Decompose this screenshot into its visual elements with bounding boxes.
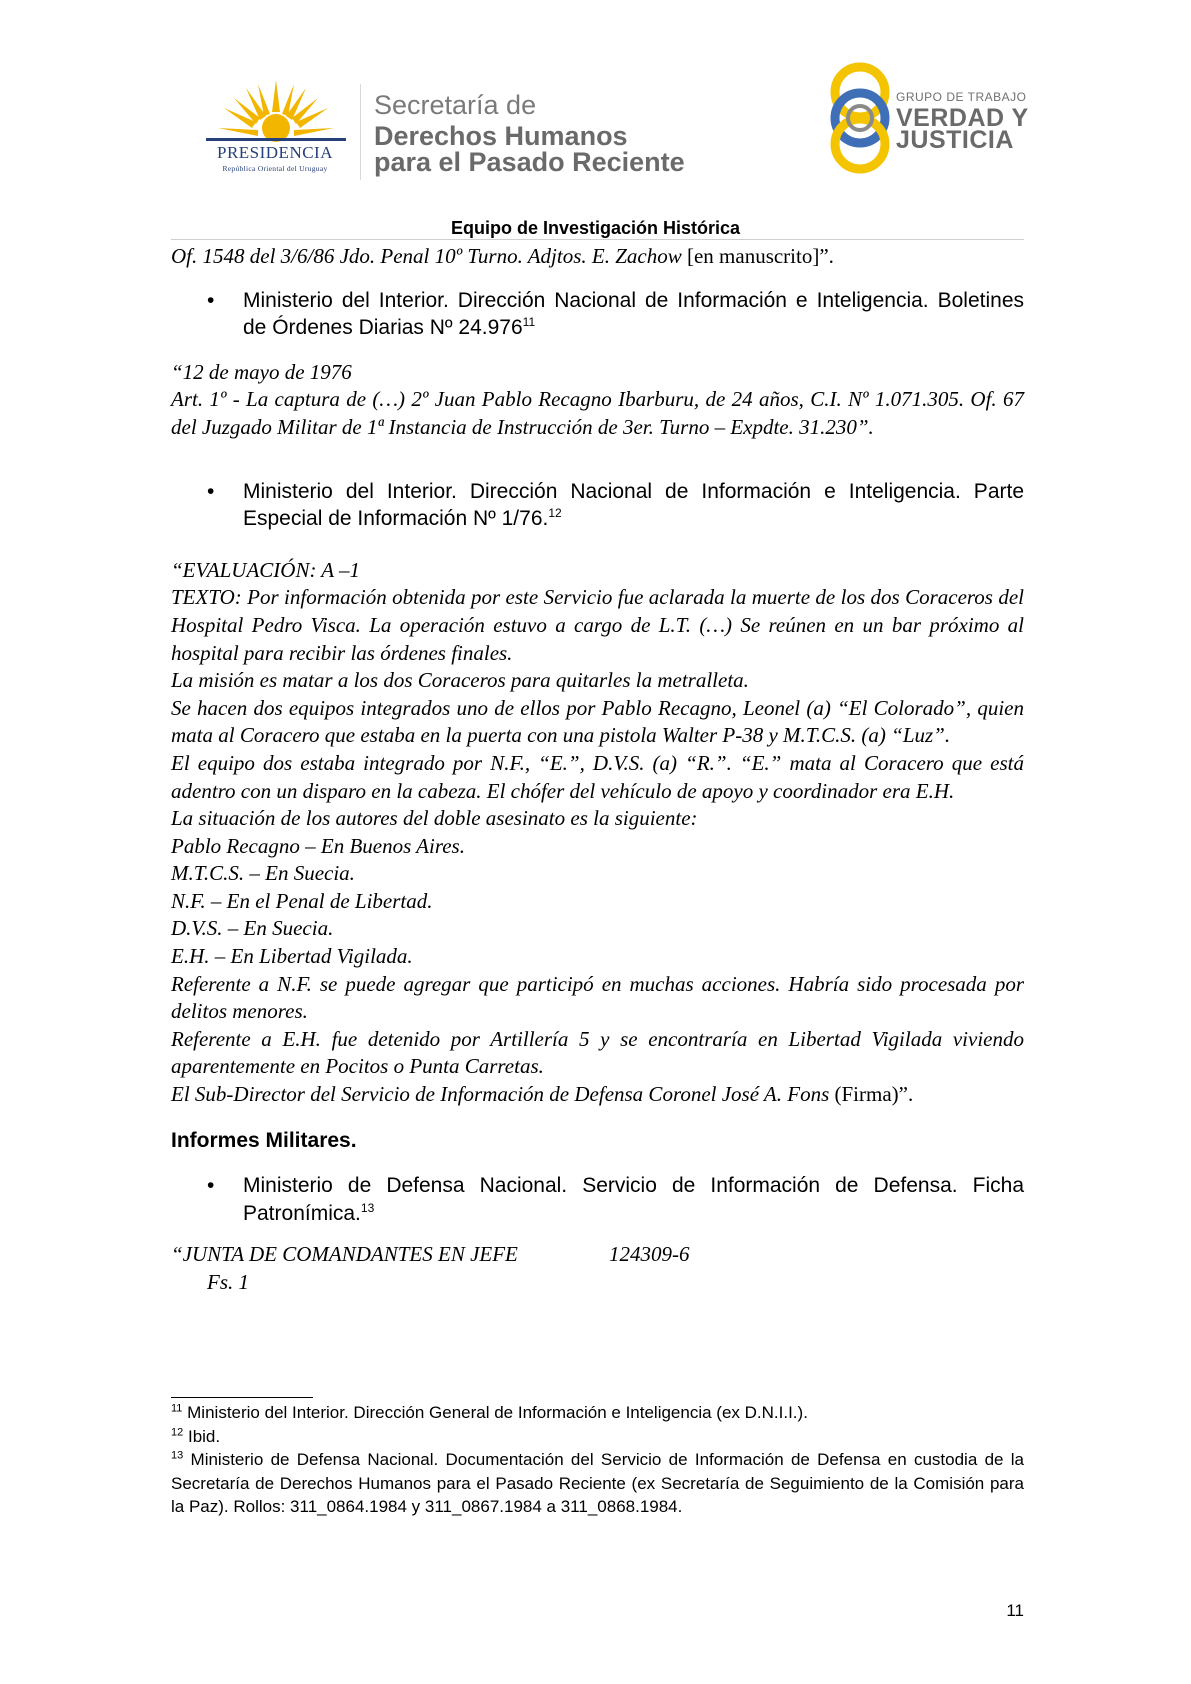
quote-line: “12 de mayo de 1976 <box>171 359 352 384</box>
page-header <box>0 0 1191 215</box>
presidencia-sun-logo-icon <box>196 78 356 178</box>
quote-line: E.H. – En Libertad Vigilada. <box>171 944 413 969</box>
quote-line: “EVALUACIÓN: A –1 <box>171 557 361 582</box>
quote-line: TEXTO: Por información obtenida por este Servicio fue aclarada la muerte de los dos Coraceros del Hospital Pedro Visca. La operación estuvo a cargo de L.T. (…) Se reúnen en un bar próximo al hospital para recibir las órdenes finales. <box>171 585 1024 665</box>
gvj-line2: VERDAD Y <box>896 104 1029 132</box>
bullet-item-3 <box>171 1172 1024 1227</box>
quote-line: Fs. 1 <box>207 1270 249 1294</box>
quote-1 <box>171 359 1024 442</box>
quote-line: La situación de los autores del doble asesinato es la siguiente: <box>171 806 698 831</box>
footnote-13 <box>171 1448 1024 1519</box>
bullet-text: Ministerio del Interior. Dirección Nacional de Información e Inteligencia. Parte Especial de Información Nº 1/76. <box>243 479 1024 531</box>
gvj-line1: GRUPO DE TRABAJO <box>896 90 1027 104</box>
secretaria-line3: para el Pasado Reciente <box>374 147 685 177</box>
section-heading: Informes Militares. <box>171 1128 357 1152</box>
header-rule <box>171 239 1024 240</box>
footnote-text: Ministerio de Defensa Nacional. Documentación del Servicio de Información de Defensa en custodia de la Secretaría de Derechos Humanos para el Pasado Reciente (ex Secretaría de Seguimiento de la Comisión para la Paz). Rollos: 311_0864.1984 y 311_0867.1984 a 311_0868.1984. <box>171 1450 1024 1516</box>
footnote-ref: 12 <box>548 506 562 521</box>
quote-line <box>171 1241 1024 1269</box>
quote-line: D.V.S. – En Suecia. <box>171 916 334 941</box>
continuation-roman: [en manuscrito]”. <box>681 244 834 268</box>
footnotes <box>171 1401 1024 1519</box>
page-number: 11 <box>1006 1601 1024 1620</box>
quote-line: Referente a E.H. fue detenido por Artillería 5 y se encontraría en Libertad Vigilada viviendo aparentemente en Pocitos o Punta Carretas. <box>171 1026 1024 1079</box>
secretaria-line2: Derechos Humanos <box>374 121 628 151</box>
continuation-italic: Of. 1548 del 3/6/86 Jdo. Penal 10º Turno. Adjtos. E. Zachow <box>171 244 682 268</box>
bullet-item-1 <box>171 287 1024 342</box>
quote-line: La misión es matar a los dos Coraceros para quitarles la metralleta. <box>171 668 749 693</box>
footnote-12 <box>171 1425 1024 1449</box>
quote-line: M.T.C.S. – En Suecia. <box>171 861 355 886</box>
document-body <box>171 243 1024 1297</box>
footnote-11 <box>171 1401 1024 1425</box>
secretaria-line1: Secretaría de <box>374 90 537 120</box>
presidencia-sublabel: República Oriental del Uruguay <box>222 164 328 173</box>
continuation-line <box>171 243 1024 271</box>
signature-italic: El Sub-Director del Servicio de Información de Defensa Coronel José A. Fons <box>171 1082 830 1107</box>
footnote-text: Ibid. <box>183 1426 221 1446</box>
quote-line: Art. 1º - La captura de (…) 2º Juan Pablo Recagno Ibarburu, de 24 años, C.I. Nº 1.071.305. Of. 67 del Juzgado Militar de 1ª Instancia de Instrucción de 3er. Turno – Expdte. 31.230”. <box>171 387 1024 439</box>
quote-3 <box>171 1241 1024 1296</box>
footnote-ref: 13 <box>360 1200 375 1215</box>
quote-line: Pablo Recagno – En Buenos Aires. <box>171 833 465 858</box>
bullet-marker: • <box>207 479 215 503</box>
header-divider <box>360 84 361 180</box>
quote-line: N.F. – En el Penal de Libertad. <box>171 888 433 913</box>
footnote-text: Ministerio del Interior. Dirección General de Información e Inteligencia (ex D.N.I.I.). <box>182 1403 808 1422</box>
quote-line: Referente a N.F. se puede agregar que participó en muchas acciones. Habría sido procesada por delitos menores. <box>171 971 1024 1024</box>
presidencia-label: PRESIDENCIA <box>216 143 333 162</box>
bullet-marker: • <box>207 1174 215 1198</box>
quote-line <box>171 1081 1024 1109</box>
footnote-number: 11 <box>171 1402 183 1415</box>
bullet-text: Ministerio del Interior. Dirección Nacional de Información e Inteligencia. Boletines de Órdenes Diarias Nº 24.976 <box>243 288 1024 340</box>
junta-label: “JUNTA DE COMANDANTES EN JEFE <box>171 1242 518 1267</box>
signature-roman: (Firma)”. <box>829 1082 914 1107</box>
footnote-ref: 11 <box>522 315 536 330</box>
footnote-rule <box>171 1397 313 1398</box>
bullet-text: Ministerio de Defensa Nacional. Servicio de Información de Defensa. Ficha Patronímica. <box>243 1174 1024 1225</box>
junta-number: 124309-6 <box>609 1242 690 1267</box>
quote-line: Se hacen dos equipos integrados uno de ellos por Pablo Recagno, Leonel (a) “El Colorado”, quien mata al Coracero que estaba en la puerta con una pistola Walter P-38 y M.T.C.S. (a) “Luz”. <box>171 695 1024 748</box>
footnote-number: 13 <box>171 1449 184 1462</box>
team-title: Equipo de Investigación Histórica <box>450 218 741 238</box>
quote-line: El equipo dos estaba integrado por N.F., “E.”, D.V.S. (a) “R.”. “E.” mata al Coracero que está adentro con un disparo en la cabeza. El chófer del vehículo de apoyo y coordinador era E.H. <box>171 750 1024 803</box>
bullet-marker: • <box>207 288 215 312</box>
footnote-number: 12 <box>171 1425 184 1438</box>
gvj-line3: JUSTICIA <box>896 126 1014 154</box>
bullet-item-2 <box>171 478 1024 533</box>
quote-2 <box>171 557 1024 1109</box>
